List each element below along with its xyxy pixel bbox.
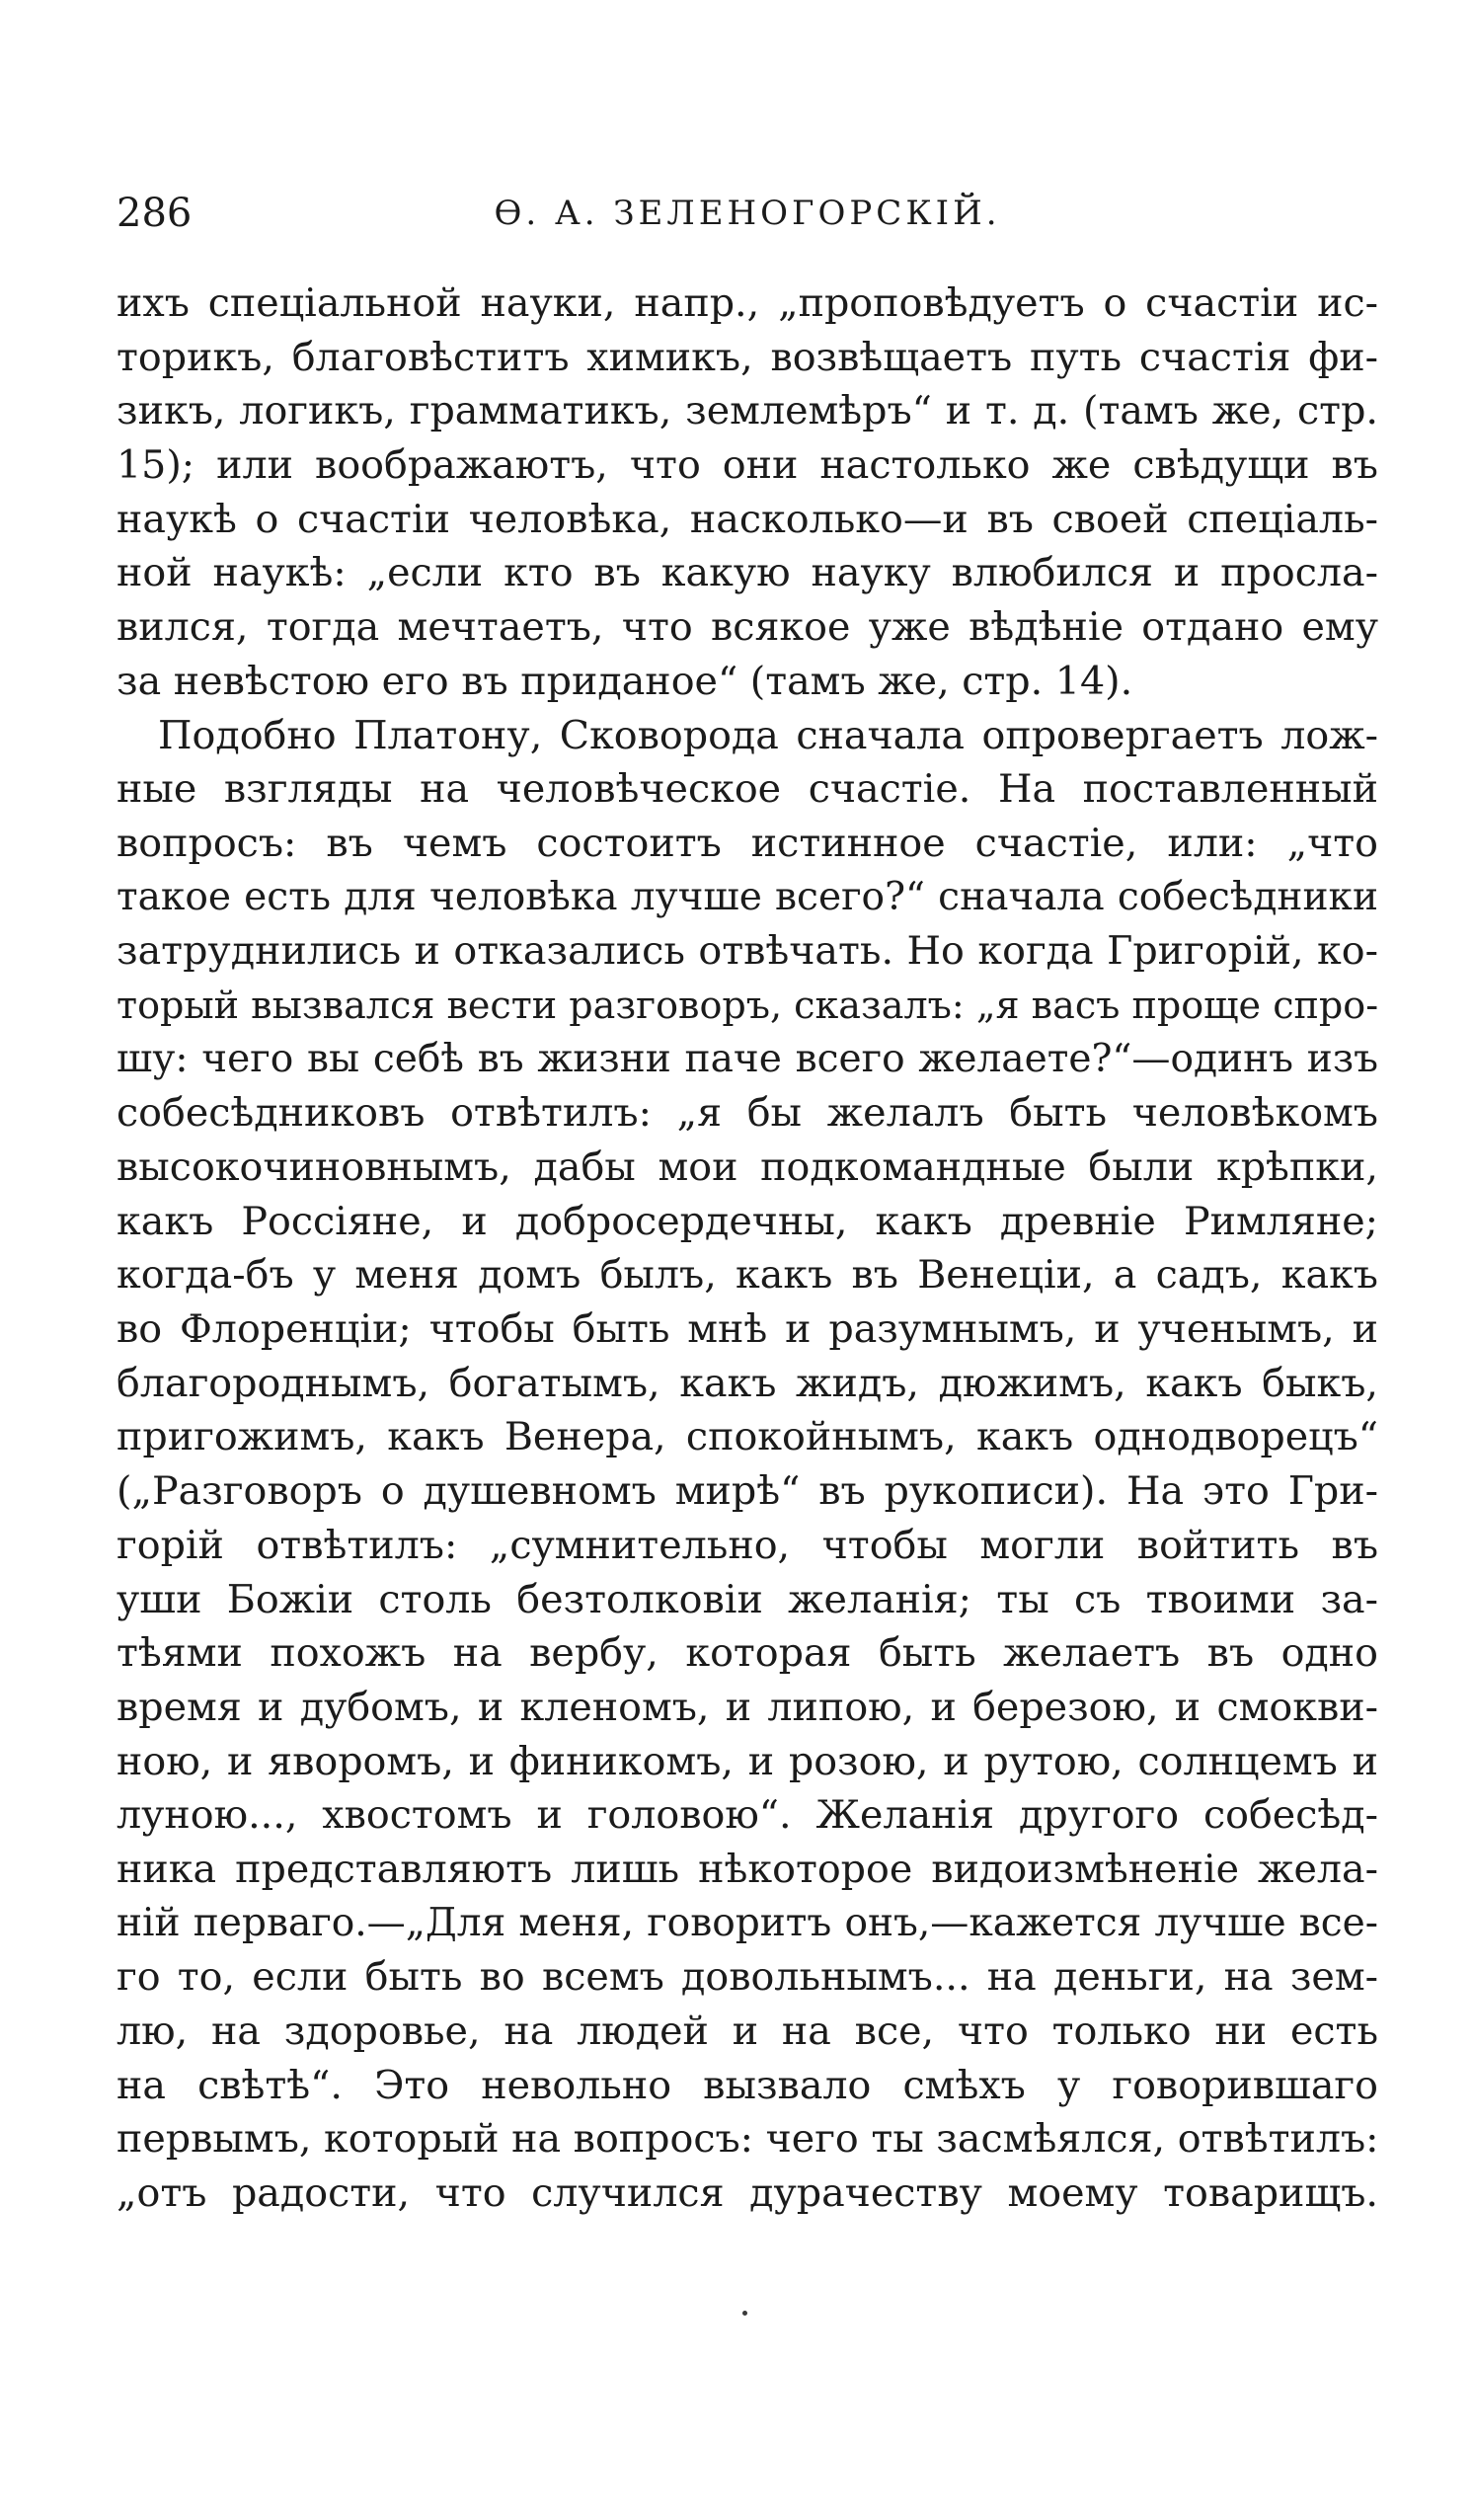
text-line: вопросъ: въ чемъ состоитъ истинное счастіе, или: „что bbox=[116, 820, 1378, 866]
text-line: первымъ, который на вопросъ: чего ты засмѣялся, отвѣтилъ: bbox=[116, 2116, 1379, 2163]
text-line: затруднились и отказались отвѣчать. Но когда Григорій, ко- bbox=[116, 928, 1378, 975]
text-line: горій отвѣтилъ: „сумнительно, чтобы могли войтить въ bbox=[116, 1522, 1378, 1568]
text-line: на свѣтѣ“. Это невольно вызвало смѣхъ у говорившаго bbox=[116, 2062, 1378, 2108]
text-line: луною..., хвостомъ и головою“. Желанія другого собесѣд- bbox=[116, 1792, 1378, 1839]
text-line: вился, тогда мечтаетъ, что всякое уже вѣдѣніе отдано ему bbox=[116, 604, 1378, 651]
text-line: время и дубомъ, и кленомъ, и липою, и березою, и смокви- bbox=[116, 1684, 1378, 1730]
text-line: ные взгляды на человѣческое счастіе. На поставленный bbox=[116, 766, 1378, 813]
text-line: уши Божіи столь безтолковіи желанія; ты съ твоими за- bbox=[116, 1576, 1378, 1622]
page-number: 286 bbox=[116, 191, 193, 236]
text-line: собесѣдниковъ отвѣтилъ: „я бы желалъ быть человѣкомъ bbox=[116, 1090, 1378, 1137]
paragraph-1 bbox=[116, 276, 1378, 709]
text-line: торикъ, благовѣститъ химикъ, возвѣщаетъ путь счастія фи- bbox=[116, 334, 1378, 380]
text-line: высокочиновнымъ, дабы мои подкомандные были крѣпки, bbox=[116, 1144, 1378, 1190]
paragraph-2 bbox=[116, 709, 1378, 2221]
text-line: ній перваго.—„Для меня, говоритъ онъ,—кажется лучше все- bbox=[116, 1900, 1378, 1945]
text-line: благороднымъ, богатымъ, какъ жидъ, дюжимъ, какъ быкъ, bbox=[116, 1360, 1378, 1406]
text-line: Подобно Платону, Сковорода сначала опровергаетъ лож- bbox=[158, 712, 1378, 758]
text-line: ихъ спеціальной науки, напр., „проповѣдуетъ о счастіи ис- bbox=[116, 280, 1378, 326]
text-line: „отъ радости, что случился дурачеству моему товарищъ. bbox=[116, 2170, 1378, 2217]
body-text bbox=[116, 276, 1378, 2221]
text-line: зикъ, логикъ, грамматикъ, землемѣръ“ и т. д. (тамъ же, стр. bbox=[116, 388, 1378, 434]
text-line: го то, если быть во всемъ довольнымъ... на деньги, на зем- bbox=[116, 1954, 1378, 2001]
text-line: такое есть для человѣка лучше всего?“ сначала собесѣдники bbox=[116, 874, 1378, 919]
text-line: лю, на здоровье, на людей и на все, что только ни есть bbox=[116, 2008, 1378, 2054]
text-line: торый вызвался вести разговоръ, сказалъ: „я васъ проще спро- bbox=[116, 983, 1379, 1027]
text-line: („Разговоръ о душевномъ мирѣ“ въ рукописи). На это Гри- bbox=[116, 1468, 1378, 1515]
text-line: шу: чего вы себѣ въ жизни паче всего желаете?“—одинъ изъ bbox=[116, 1036, 1378, 1081]
text-line: во Флоренціи; чтобы быть мнѣ и разумнымъ, и ученымъ, и bbox=[116, 1306, 1378, 1353]
text-line: ной наукѣ: „если кто въ какую науку влюбился и просла- bbox=[116, 550, 1378, 596]
text-line: пригожимъ, какъ Венера, спокойнымъ, какъ однодворецъ“ bbox=[116, 1414, 1378, 1460]
running-title: Ѳ. А. ЗЕЛЕНОГОРСКІЙ. bbox=[494, 194, 1001, 233]
text-line: за невѣстою его въ приданое“ (тамъ же, стр. 14). bbox=[116, 658, 1133, 704]
text-line: какъ Россіяне, и добросердечны, какъ древніе Римляне; bbox=[116, 1198, 1378, 1244]
text-line: ною, и яворомъ, и финикомъ, и розою, и рутою, солнцемъ и bbox=[116, 1738, 1378, 1784]
text-line: ника представляютъ лишь нѣкоторое видоизмѣненіе жела- bbox=[116, 1846, 1378, 1892]
text-line: 15); или воображаютъ, что они настолько же свѣдущи въ bbox=[116, 442, 1378, 489]
text-line: тѣями похожъ на вербу, которая быть желаетъ въ одно bbox=[116, 1630, 1378, 1677]
print-dot-mark bbox=[742, 2311, 747, 2316]
text-line: наукѣ о счастіи человѣка, насколько—и въ своей спеціаль- bbox=[116, 496, 1378, 542]
running-head bbox=[116, 184, 1378, 243]
text-line: когда-бъ у меня домъ былъ, какъ въ Венеціи, а садъ, какъ bbox=[116, 1252, 1378, 1299]
